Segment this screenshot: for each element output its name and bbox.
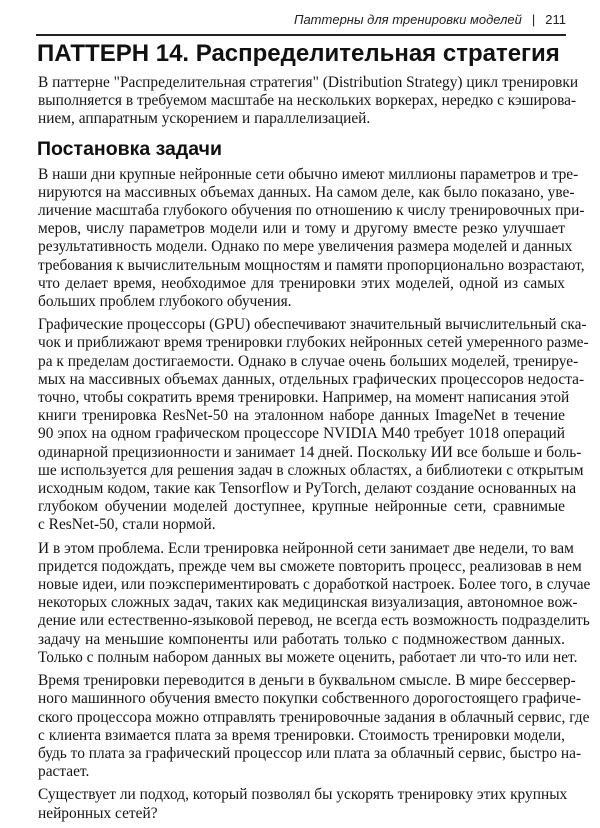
text-line: Графические процессоры (GPU) обеспечивают значительный вычислительный ска- xyxy=(38,316,587,334)
text-line: Время тренировки переводится в деньги в буквальном смысле. В мире бессервер- xyxy=(38,672,576,690)
text-line: Существует ли подход, который позволял бы ускорять тренировку этих крупных xyxy=(38,786,568,804)
body-paragraph xyxy=(38,786,568,822)
pattern-title: ПАТТЕРН 14. Распределительная стратегия xyxy=(37,40,560,67)
text-line: с клиента взимается плата за время тренировки. Стоимость тренировки модели, xyxy=(38,726,565,744)
text-line: ше используется для решения задач в сложных областях, а библиотеки с открытым xyxy=(38,461,584,479)
text-line: результативность модели. Однако по мере увеличения размера моделей и данных xyxy=(38,238,573,256)
running-header xyxy=(36,12,566,27)
text-line: нием, аппаратным ускорением и параллелизацией. xyxy=(38,110,371,128)
text-line: растает. xyxy=(38,763,90,781)
text-line: Только с полным набором данных вы можете оценить, работает ли что-то или нет. xyxy=(38,648,578,666)
text-line: ра к пределам достигаемости. Однако в случае очень больших моделей, тренируе- xyxy=(38,352,579,370)
text-line: дение или естественно-языковой перевод, не всегда есть возможность подразделить xyxy=(38,612,590,630)
text-line: В паттерне "Распределительная стратегия" (Distribution Strategy) цикл тренировки xyxy=(38,74,579,91)
text-line: глубоком обучении моделей доступнее, крупные нейронные сети, сравнимые xyxy=(38,498,565,516)
text-line: будь то плата за графический процессор или плата за облачный сервис, быстро на- xyxy=(38,744,582,762)
page-body xyxy=(37,74,591,828)
text-line: ного машинного обучения вместо покупки собственного дорогостоящего графиче- xyxy=(38,690,581,708)
header-rule xyxy=(36,34,566,36)
intro-paragraph xyxy=(38,74,579,129)
body-paragraph xyxy=(38,165,585,312)
body-paragraphs xyxy=(38,165,591,823)
text-line: больших проблем глубокого обучения. xyxy=(38,293,292,311)
text-line: И в этом проблема. Если тренировка нейронной сети занимает две недели, то вам xyxy=(38,539,574,557)
text-line: меров, числу параметров модели или и тому и другому вместе резко улучшает xyxy=(38,220,565,238)
header-separator: | xyxy=(531,12,536,27)
text-line: исходным кодом, такие как Tensorflow и PyTorch, делают создание основанных на xyxy=(38,480,577,498)
text-line: одинарной прецизионности и занимает 14 дней. Поскольку ИИ все больше и боль- xyxy=(38,443,582,461)
text-line: что делает время, необходимое для тренировки этих моделей, одной из самых xyxy=(38,274,565,292)
body-paragraph xyxy=(38,672,590,781)
body-paragraph xyxy=(38,539,591,667)
text-line: новые идеи, или поэкспериментировать с доработкой настроек. Более того, в случае xyxy=(38,576,591,594)
text-line: чок и приближают время тренировки глубоких нейронных сетей умеренного разме- xyxy=(38,334,589,352)
text-line: 90 эпох на одном графическом процессоре NVIDIA M40 требует 1018 операций xyxy=(38,425,565,443)
text-line: нейронных сетей? xyxy=(38,804,158,822)
text-line: личение масштаба глубокого обучения по отношению к числу тренировочных при- xyxy=(38,202,585,220)
text-line: В наши дни крупные нейронные сети обычно имеют миллионы параметров и тре- xyxy=(38,165,579,183)
text-line: точно, чтобы сократить время тренировки. Например, на момент написания этой xyxy=(38,389,570,407)
text-line: задачу на меньшие компоненты или работать только с подмножеством данных. xyxy=(38,630,565,648)
chapter-title: Паттерны для тренировки моделей xyxy=(294,12,522,27)
page-number: 211 xyxy=(545,12,566,27)
text-line: мых на массивных объемах данных, отдельных графических процессоров недоста- xyxy=(38,370,585,388)
text-line: придется подождать, прежде чем вы сможете повторить процесс, реализовав в нем xyxy=(38,557,582,575)
section-heading: Постановка задачи xyxy=(37,137,222,160)
text-line: некоторых сложных задач, таких как медицинская визуализация, автономное вож- xyxy=(38,594,578,612)
text-line: нируются на массивных объемах данных. На самом деле, как было показано, уве- xyxy=(38,183,575,201)
text-line: требования к вычислительным мощностям и памяти пропорционально возрастают, xyxy=(38,256,585,274)
text-line: с ResNet-50, стали нормой. xyxy=(38,516,216,534)
text-line: книги тренировка ResNet-50 на эталонном наборе данных ImageNet в течение xyxy=(38,407,565,425)
text-line: выполняется в требуемом масштабе на нескольких воркерах, нередко с кэширова- xyxy=(38,92,577,110)
body-paragraph xyxy=(38,316,589,534)
text-line: ского процессора можно отправлять тренировочные задания в облачный сервис, где xyxy=(38,708,590,726)
